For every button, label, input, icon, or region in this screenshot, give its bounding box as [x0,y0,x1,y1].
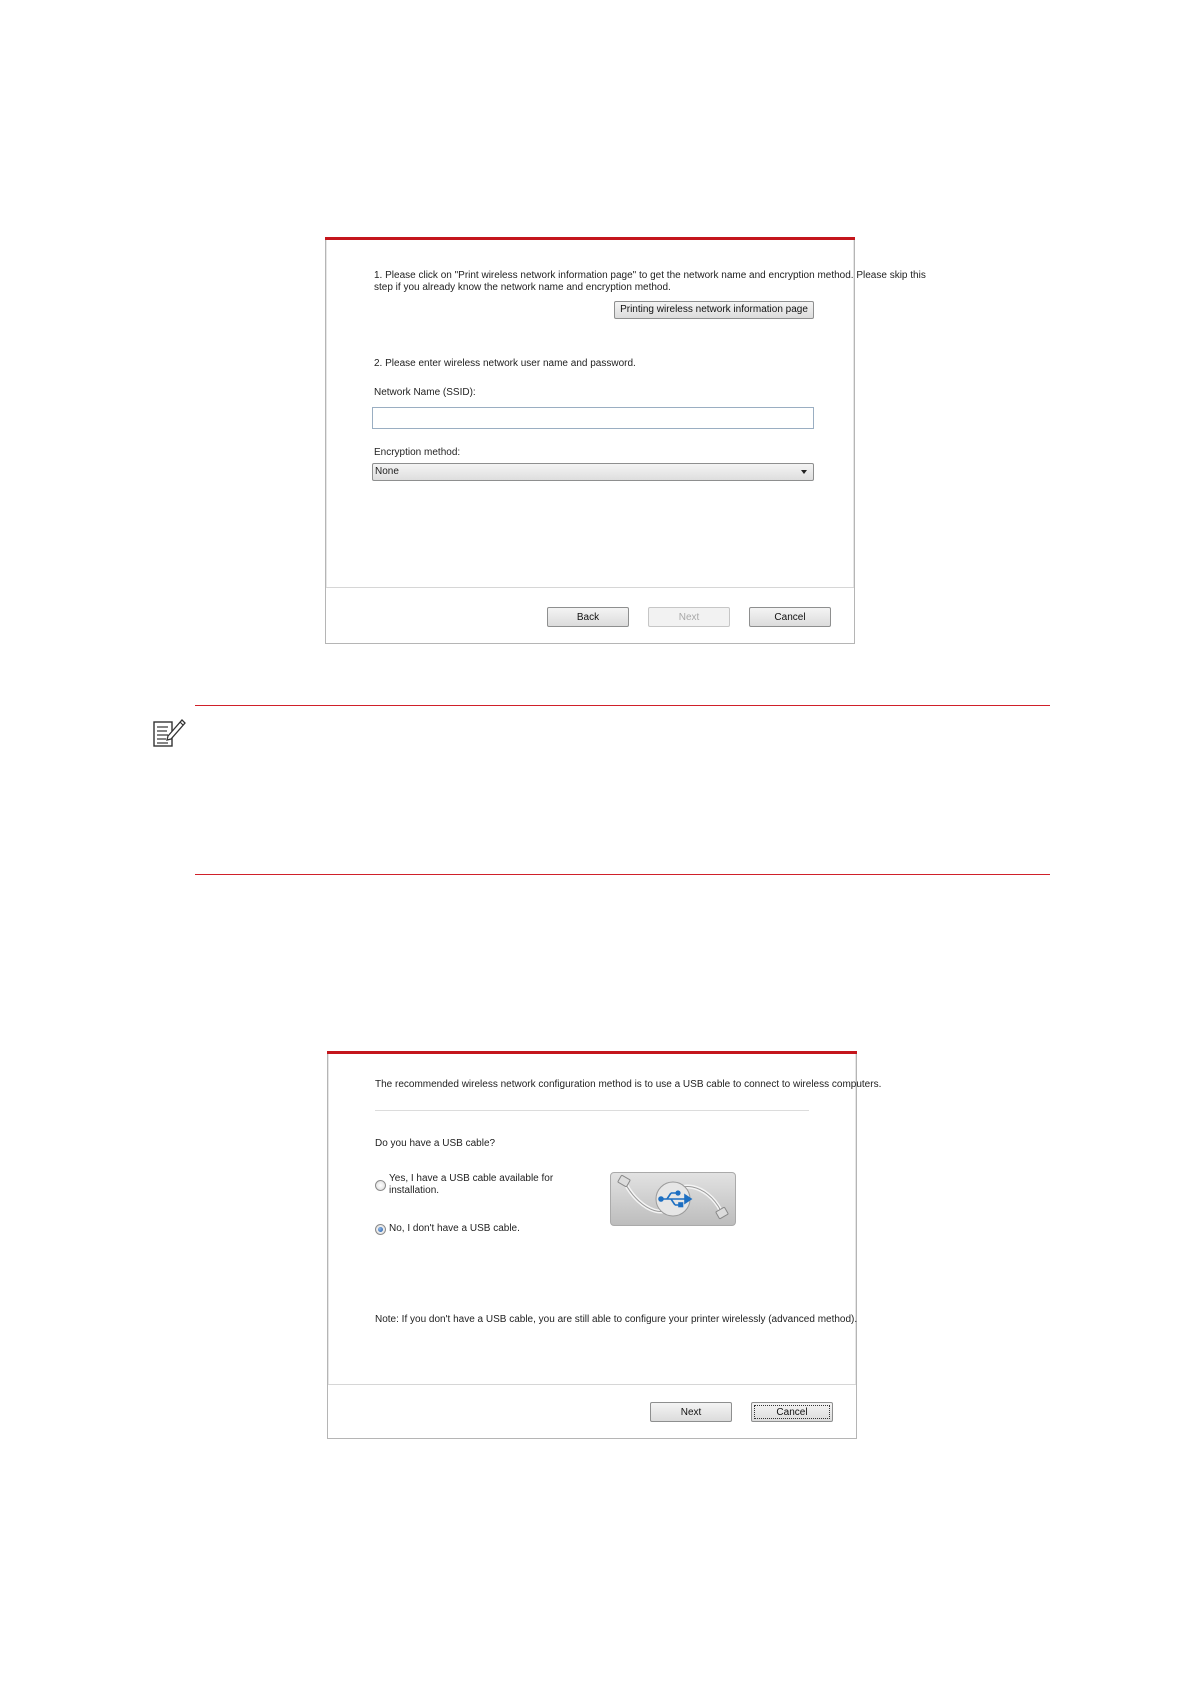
print-network-info-button[interactable]: Printing wireless network information page [614,301,814,319]
dialog-footer [326,587,854,643]
cancel-button[interactable]: Cancel [749,607,831,627]
dialog-top-accent [325,237,855,240]
wireless-setup-dialog [325,237,926,644]
note-top-rule [195,705,1050,706]
next-button-disabled[interactable]: Next [648,607,730,627]
encryption-selected-value: None [375,466,399,477]
usb-question: Do you have a USB cable? [375,1138,496,1149]
dialog-footer [328,1384,856,1438]
step2-instruction: 2. Please enter wireless network user name and password. [374,358,636,369]
encryption-label: Encryption method: [374,447,461,458]
step1-instruction-line1: 1. Please click on "Print wireless network information page" to get the network name and encryption method. Please skip this [374,270,926,281]
back-button[interactable]: Back [547,607,629,627]
dialog-top-accent [327,1051,857,1054]
focus-ring [754,1405,830,1419]
option-no-label[interactable]: No, I don't have a USB cable. [389,1223,520,1234]
encryption-method-select[interactable] [372,463,814,481]
note-pencil-icon [152,716,186,750]
intro-text: The recommended wireless network configuration method is to use a USB cable to connect to wireless computers. [375,1079,882,1090]
note-box [150,700,1050,880]
cancel-button-label: Cancel [776,1407,808,1418]
ssid-label: Network Name (SSID): [374,387,476,398]
chevron-down-icon [801,470,807,474]
usb-cable-image [610,1172,736,1226]
next-button[interactable]: Next [650,1402,732,1422]
option-yes-line2[interactable]: installation. [389,1185,440,1196]
usb-cable-icon [611,1173,735,1225]
cancel-button[interactable] [751,1402,833,1422]
usb-cable-dialog [327,1051,882,1439]
note-bottom-rule [195,874,1050,875]
ssid-input[interactable] [372,407,814,429]
advanced-method-note: Note: If you don't have a USB cable, you are still able to configure your printer wirelessly (advanced method). [375,1314,858,1325]
step1-instruction-line2: step if you already know the network name and encryption method. [374,282,671,293]
option-yes-line1[interactable]: Yes, I have a USB cable available for [389,1173,554,1184]
radio-no-usb[interactable] [375,1224,386,1235]
intro-divider [375,1110,809,1111]
radio-yes-usb[interactable] [375,1180,386,1191]
